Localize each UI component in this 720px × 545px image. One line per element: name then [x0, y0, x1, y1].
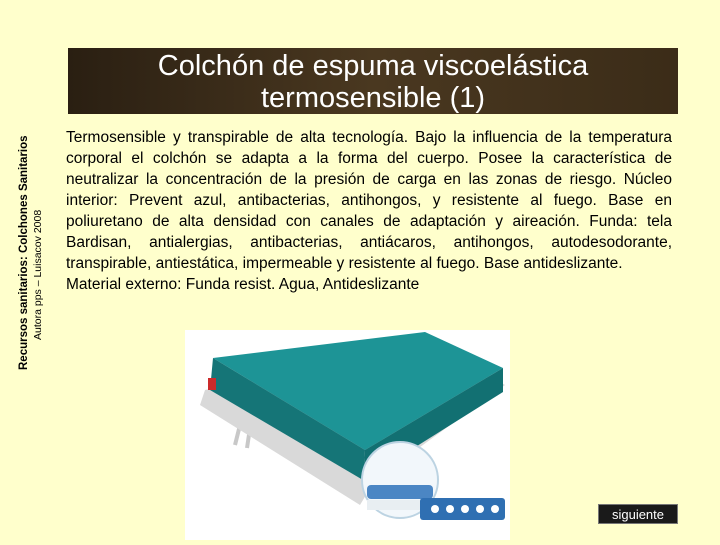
next-button[interactable]: siguiente — [598, 504, 678, 524]
description-text — [66, 127, 672, 295]
page-title — [68, 48, 678, 114]
red-tag — [208, 378, 216, 390]
description-paragraph-2: Material externo: Funda resist. Agua, Antideslizante — [66, 276, 420, 293]
mattress-image — [185, 330, 510, 540]
title-line-1: Colchón de espuma viscoelástica — [157, 50, 589, 82]
title-line-2: termosensible (1) — [260, 82, 486, 114]
side-credit-line-1: Recursos sanitarios: Colchones Sanitarios — [18, 135, 30, 370]
side-credits — [0, 0, 50, 540]
side-credit-line-2: Autora pps – Luisacov 2008 — [32, 209, 44, 340]
description-paragraph-1: Termosensible y transpirable de alta tecnología. Bajo la influencia de la temperatura corporal el colchón se adapta a la forma del cuerpo. Posee la característica de neutralizar la concentración de la presión de carga en las zonas de riesgo. Núcleo interior: Prevent azul, antibacterias, antihongos, y resistente al fuego. Base en poliuretano de alta densidad con canales de adaptación y aireación. Funda: tela Bardisan, antialergias, antibacterias, antiácaros, antihongos, autodesodorante, transpirable, antiestática, impermeable y resistente al fuego. Base antideslizante. — [66, 129, 672, 272]
mattress-illustration — [185, 330, 510, 540]
